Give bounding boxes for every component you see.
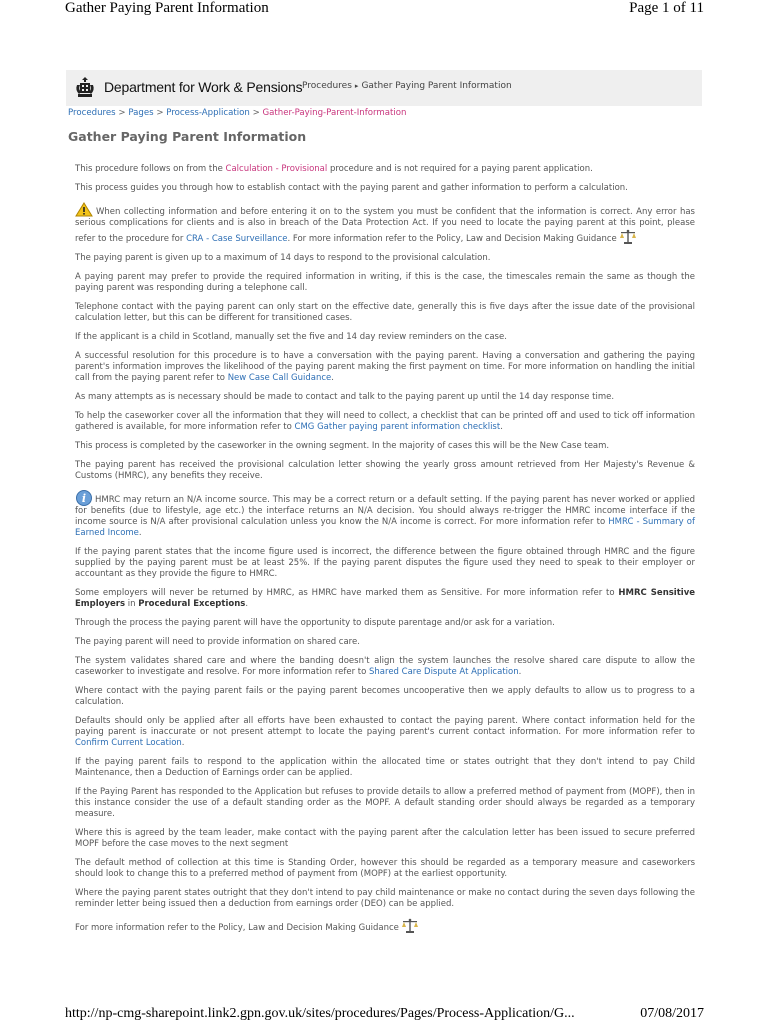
department-name[interactable]: Department for Work & Pensions [104,79,303,95]
royal-crest-icon[interactable] [75,76,95,98]
info-circle-icon [75,490,93,506]
info-paragraph: i HMRC may return an N/A income source. This may be a correct return or a default setting. If the paying parent has never worked or applied for benefits (due to lifestyle, age etc.) the interface returns an N/A decision. You should always re-trigger the HMRC income interface if the income source is N/A after provisional calculation unless you know the N/A income is correct. For more information refer to HMRC - Summary of Earned Income. [75,492,695,538]
paragraph: Some employers will never be returned by HMRC, as HMRC have marked them as Sensitive. For more information refer to HMRC Sensitive Employers in Procedural Exceptions. [75,588,695,609]
banner-current-page: Gather Paying Parent Information [361,81,512,91]
paragraph: The default method of collection at this time is Standing Order, however this should be regarded as a temporary measure and caseworkers should look to change this to a preferred method of payment from (MOPF) at the earliest opportunity. [75,858,695,879]
confirm-current-location-link[interactable]: Confirm Current Location [75,738,182,748]
paragraph: Telephone contact with the paying parent can only start on the effective date, generally this is five days after the issue date of the provisional calculation letter, but this can be different for transitioned cases. [75,302,695,323]
scales-of-justice-icon[interactable] [619,229,637,245]
paragraph: To help the caseworker cover all the information that they will need to collect, a checklist that can be printed off and used to tick off information gathered is available, for more information refer to CMG Gather paying parent information checklist. [75,411,695,432]
paragraph: For more information refer to the Policy, Law and Decision Making Guidance [75,918,695,934]
paragraph: Defaults should only be applied after all efforts have been exhausted to contact the paying parent. Where contact information held for the paying parent is inaccurate or not present attempt to locate the paying parent's current contact information. For more information refer to Confirm Current Location. [75,716,695,748]
print-footer [65,1006,704,1024]
triangle-right-icon: ▸ [354,82,359,90]
paragraph: If the paying parent fails to respond to the application within the allocated time or states outright that they don't intend to pay Child Maintenance, then a Deduction of Earnings order can be applied. [75,757,695,778]
print-header-page-number: Page 1 of 11 [629,0,704,16]
paragraph: The system validates shared care and where the banding doesn't align the system launches the resolve shared care dispute to allow the caseworker to investigate and resolve. For more information refer to Shared Care Dispute At Application. [75,656,695,677]
svg-text:i: i [81,492,87,505]
banner-breadcrumb [302,81,512,91]
breadcrumb-current: Gather-Paying-Parent-Information [262,108,407,118]
paragraph: If the Paying Parent has responded to the Application but refuses to provide details to allow a preferred method of payment from (MOPF), then in this instance consider the use of a default standing order as the MOPF. A default standing order should always be regarded as a temporary measure. [75,787,695,819]
paragraph: If the paying parent states that the income figure used is incorrect, the difference between the figure obtained through HMRC and the figure supplied by the paying parent must be at least 25%. If the paying parent disputes the figure used they need to speak to their employer or accountant as they provide the figure to HMRC. [75,547,695,579]
banner-procedures-link[interactable]: Procedures [302,81,352,91]
calculation-provisional-link[interactable]: Calculation - Provisional [225,164,328,174]
breadcrumb-procedures[interactable]: Procedures [68,108,116,118]
paragraph: The paying parent will need to provide information on shared care. [75,637,360,647]
shared-care-dispute-link[interactable]: Shared Care Dispute At Application [369,667,519,677]
print-header-title: Gather Paying Parent Information [65,0,269,16]
paragraph: This process is completed by the caseworker in the owning segment. In the majority of cases this will be the New Case team. [75,441,610,451]
hmrc-summary-earned-income-link[interactable]: HMRC - Summary of Earned Income [75,517,695,538]
warning-paragraph: When collecting information and before entering it on to the system you must be confident that the information is correct. Any error has serious complications for clients and is also in breach of the Data Protection Act. If you need to locate the paying parent at this point, please refer to the procedure for CRA - Case Surveillance. For more information refer to the Policy, Law and Decision Making Guidance [75,202,695,245]
print-header [65,0,704,22]
warning-triangle-icon [75,202,93,217]
breadcrumb-separator: > [118,108,126,118]
site-banner [66,70,702,106]
cra-case-surveillance-link[interactable]: CRA - Case Surveillance [186,234,288,244]
hmrc-sensitive-employers-ref: HMRC Sensitive Employers [75,588,695,609]
breadcrumb-separator: > [156,108,164,118]
paragraph: This procedure follows on from the Calculation - Provisional procedure and is not required for a paying parent application. [75,164,593,174]
procedure-body [75,164,695,942]
breadcrumb-pages[interactable]: Pages [128,108,154,118]
paragraph: The paying parent has received the provisional calculation letter showing the yearly gross amount retrieved from Her Majesty's Revenue & Customs (HMRC), any benefits they receive. [75,460,695,481]
paragraph: The paying parent is given up to a maximum of 14 days to respond to the provisional calculation. [75,253,491,263]
print-footer-url: http://np-cmg-sharepoint.link2.gpn.gov.uk/sites/procedures/Pages/Process-Application/G... [65,1006,575,1021]
paragraph: As many attempts as is necessary should be made to contact and talk to the paying parent up until the 14 day response time. [75,392,615,402]
print-footer-date: 07/08/2017 [640,1006,704,1021]
checklist-link[interactable]: CMG Gather paying parent information checklist [294,422,501,432]
paragraph: A successful resolution for this procedure is to have a conversation with the paying parent. Having a conversation and gathering the paying parent's information improves the likelihood of the paying parent making the first payment on time. For more information on handling the initial call from the paying parent refer to New Case Call Guidance. [75,351,695,383]
paragraph: This process guides you through how to establish contact with the paying parent and gather information to perform a calculation. [75,183,628,193]
paragraph: A paying parent may prefer to provide the required information in writing, if this is the case, the timescales remain the same as though the paying parent was responding during a telephone call. [75,272,695,293]
breadcrumb-separator: > [252,108,260,118]
paragraph: Through the process the paying parent will have the opportunity to dispute parentage and/or ask for a variation. [75,618,555,628]
paragraph: Where the paying parent states outright that they don't intend to pay child maintenance or make no contact during the seven days following the reminder letter being issued then a deduction from earnings order (DEO) can be applied. [75,888,695,909]
paragraph: Where this is agreed by the team leader, make contact with the paying parent after the calculation letter has been issued to secure preferred MOPF before the case moves to the next segment [75,828,695,849]
scales-of-justice-icon[interactable] [401,918,419,934]
paragraph: Where contact with the paying parent fails or the paying parent becomes uncooperative then we apply defaults to allow us to progress to a calculation. [75,686,695,707]
procedural-exceptions-ref: Procedural Exceptions [138,599,246,609]
breadcrumb-process-application[interactable]: Process-Application [166,108,250,118]
page-title: Gather Paying Parent Information [68,129,307,144]
breadcrumb [68,108,407,118]
new-case-call-guidance-link[interactable]: New Case Call Guidance [227,373,332,383]
paragraph: If the applicant is a child in Scotland, manually set the five and 14 day review reminders on the case. [75,332,507,342]
